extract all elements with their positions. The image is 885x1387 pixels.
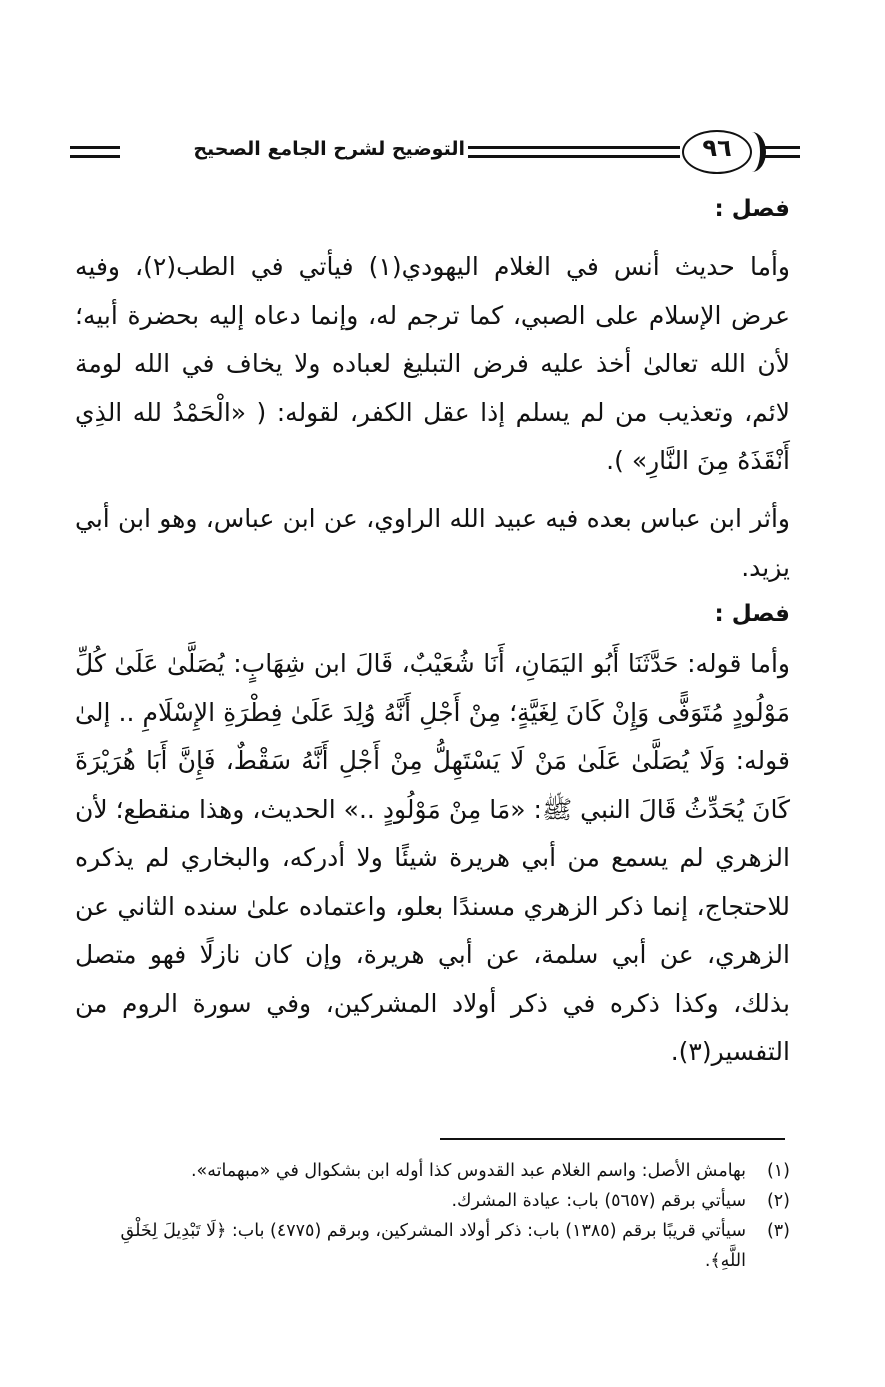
footnotes <box>75 1156 790 1276</box>
page-number: ٩٦ <box>702 134 732 162</box>
footnote-text: بهامش الأصل: واسم الغلام عبد القدوس كذا أوله ابن بشكوال في «مبهماته». <box>190 1161 746 1181</box>
footnote-number: (٣) <box>766 1221 790 1241</box>
header-rule-left-bottom <box>70 155 120 158</box>
footnote-1 <box>75 1156 790 1186</box>
section-heading: فصل : <box>714 601 790 627</box>
paragraph-text: وأثر ابن عباس بعده فيه عبيد الله الراوي، عن ابن عباس، وهو ابن أبي يزيد. <box>75 504 790 582</box>
footnote-3 <box>75 1216 790 1276</box>
paragraph-ibn-shihab <box>75 640 790 1077</box>
page-header <box>70 128 800 180</box>
footnote-separator <box>440 1138 785 1140</box>
paragraph-ghulam-yahudi <box>75 243 790 486</box>
footnote-2 <box>75 1186 790 1216</box>
header-rule-right-bottom <box>764 155 800 158</box>
header-rule-left-top <box>70 146 120 149</box>
paragraph-text: وأما قوله: حَدَّثَنَا أَبُو اليَمَانِ، أَنَا شُعَيْبٌ، قَالَ ابن شِهَابٍ: يُصَلَّىٰ عَلَىٰ كُلِّ مَوْلُودٍ مُتَوَفًّى وَإِنْ كَانَ لِغَيَّةٍ؛ مِنْ أَجْلِ أَنَّهُ وُلِدَ عَلَىٰ فِطْرَةِ الإِسْلَامِ .. إلىٰ قوله: وَلَا يُصَلَّىٰ عَلَىٰ مَنْ لَا يَسْتَهِلُّ مِنْ أَجْلِ أَنَّهُ سَقْطٌ، فَإِنَّ أَبَا هُرَيْرَةَ كَانَ يُحَدِّثُ قَالَ النبي ﷺ: «مَا مِنْ مَوْلُودٍ ..» الحديث، وهذا منقطع؛ لأن الزهري لم يسمع من أبي هريرة شيئًا ولا أدركه، والبخاري لم يذكره للاحتجاج، إنما ذكر الزهري مسندًا بعلو، واعتماده علىٰ سنده الثاني عن الزهري، عن أبي سلمة، عن أبي هريرة، وإن كان نازلًا فهو متصل بذلك، وكذا ذكره في ذكر أولاد المشركين، وفي سورة الروم من التفسير(٣). <box>75 649 790 1066</box>
footnote-text: سيأتي برقم (٥٦٥٧) باب: عيادة المشرك. <box>451 1191 746 1211</box>
section-heading: فصل : <box>714 196 790 222</box>
paragraph-ibn-abbas <box>75 495 790 592</box>
header-rule-middle-top <box>468 146 680 149</box>
footnote-text: سيأتي قريبًا برقم (١٣٨٥) باب: ذكر أولاد المشركين، وبرقم (٤٧٧٥) باب: ﴿لَا تَبْدِيلَ لِخَلْقِ اللَّهِ﴾. <box>120 1221 746 1271</box>
footnote-number: (١) <box>766 1161 790 1181</box>
running-title: التوضيح لشرح الجامع الصحيح <box>193 138 465 160</box>
header-rule-middle-bottom <box>468 155 680 158</box>
header-rule-right-top <box>764 146 800 149</box>
paragraph-text: وأما حديث أنس في الغلام اليهودي(١) فيأتي في الطب(٢)، وفيه عرض الإسلام على الصبي، كما ترجم له، وإنما دعاه إليه بحضرة أبيه؛ لأن الله تعالىٰ أخذ عليه فرض التبليغ لعباده ولا يخاف في الله لومة لائم، وتعذيب من لم يسلم إذا عقل الكفر، لقوله: ( «الْحَمْدُ لله الذِي أَنْقَذَهُ مِنَ النَّارِ» ). <box>75 252 790 475</box>
footnote-number: (٢) <box>766 1191 790 1211</box>
